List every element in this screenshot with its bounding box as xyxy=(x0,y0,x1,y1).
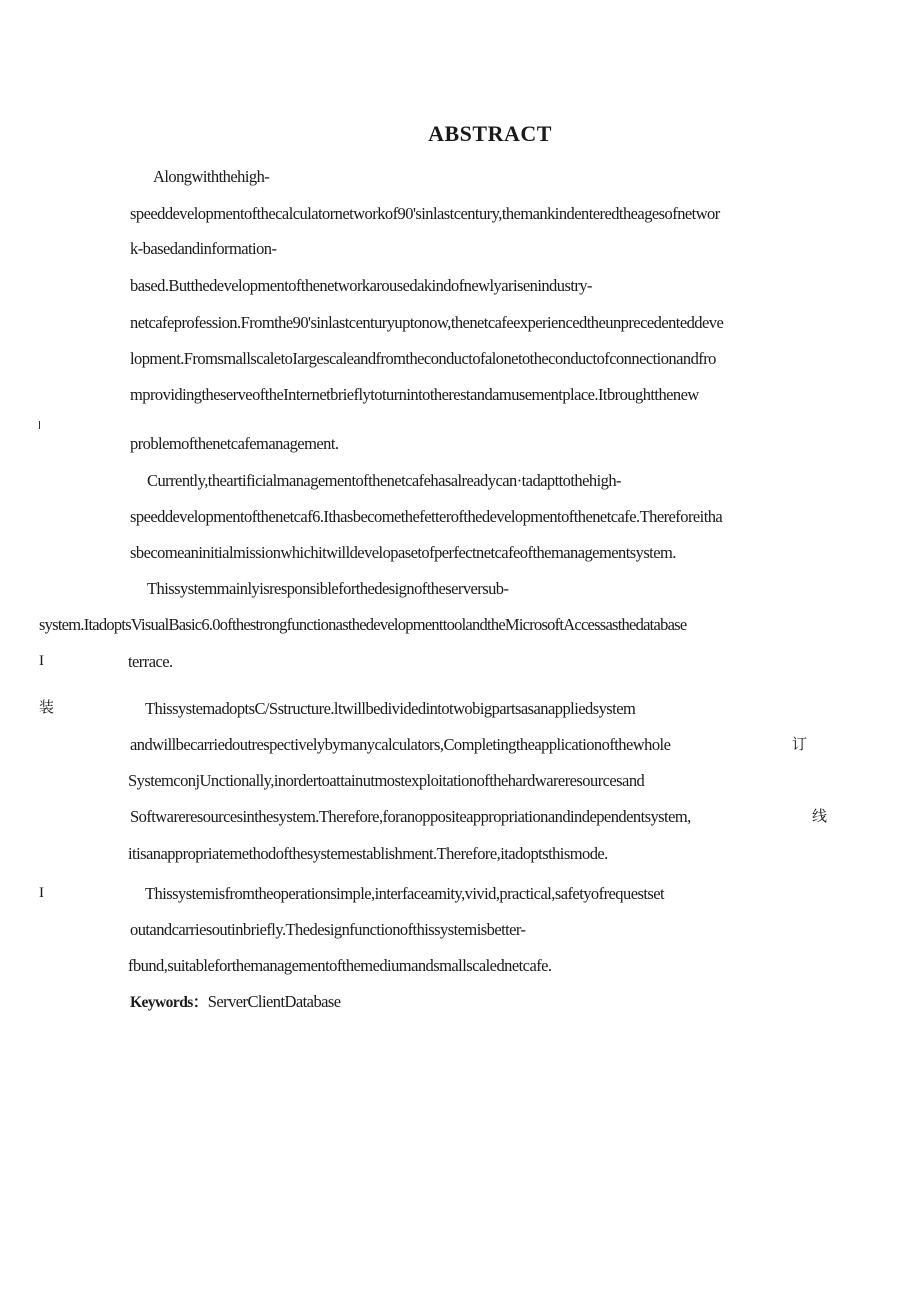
body-line: ThissystemadoptsC/Sstructure.ltwillbedividedintotwobigpartsasanappliedsystem xyxy=(145,699,636,718)
margin-mark-left: I xyxy=(39,885,44,901)
body-line: andwillbecarriedoutrespectivelybymanycalculators,Completingtheapplicationofthewhole xyxy=(130,735,671,754)
body-line: system.ItadoptsVisualBasic6.0ofthestrongfunctionasthedevelopmenttoolandtheMicrosoftAccessasthedatabase xyxy=(39,615,687,634)
margin-mark-left: I xyxy=(39,653,44,669)
body-line: terrace. xyxy=(128,652,173,671)
body-line: SystemconjUnctionally,inordertoattainutmostexploitationofthehardwareresourcesand xyxy=(128,771,645,790)
body-line: based.Butthedevelopmentofthenetworkarousedakindofnewlyarisenindustry- xyxy=(130,276,592,295)
body-line: speeddevelopmentofthecalculatornetworkof90'sinlastcentury,themankindenteredtheagesofnetwor xyxy=(130,204,720,223)
body-line: Softwareresourcesinthesystem.Therefore,foranoppositeappropriationandindependentsystem, xyxy=(130,807,691,826)
keywords-line xyxy=(130,991,341,1014)
margin-mark-binding: 装 xyxy=(39,700,55,716)
body-line: Alongwiththehigh- xyxy=(153,167,270,186)
body-line: Thissystemmainlyisresponsibleforthedesignoftheserversub- xyxy=(147,579,509,598)
body-line: itisanappropriatemethodofthesystemestablishment.Therefore,itadoptsthismode. xyxy=(128,844,608,863)
keywords-label: Keywords： xyxy=(130,994,208,1011)
body-line: sbecomeaninitialmissionwhichitwilldevelopasetofperfectnetcafeofthemanagementsystem. xyxy=(130,543,676,562)
body-line: lopment.FromsmallscaletoIargescaleandfromtheconductofalonetotheconductofconnectionandfro xyxy=(130,349,716,368)
abstract-title: ABSTRACT xyxy=(428,121,552,146)
body-line: outandcarriesoutinbriefly.Thedesignfunctionofthissystemisbetter- xyxy=(130,920,526,939)
body-line: fbund,suitableforthemanagementofthemediumandsmallscalednetcafe. xyxy=(128,956,552,975)
body-line: k-basedandinformation- xyxy=(130,239,277,258)
keywords-value: ServerClientDatabase xyxy=(207,992,341,1011)
binding-tick-mark xyxy=(39,421,40,429)
margin-mark-line: 线 xyxy=(812,809,828,825)
body-line: netcafeprofession.Fromthe90'sinlastcenturyuptonow,thenetcafeexperiencedtheunprecedenteddeve xyxy=(130,313,724,332)
body-line: speeddevelopmentofthenetcaf6.Ithasbecomethefetterofthedevelopmentofthenetcafe.Thereforeitha xyxy=(130,507,723,526)
body-line: problemofthenetcafemanagement. xyxy=(130,434,339,453)
margin-mark-staple: 订 xyxy=(792,737,808,753)
body-line: Currently,theartificialmanagementofthenetcafehasalreadycan·tadapttothehigh- xyxy=(147,471,621,490)
body-line: Thissystemisfromtheoperationsimple,interfaceamity,vivid,practical,safetyofrequestset xyxy=(145,884,665,903)
body-line: mprovidingtheserveoftheInternetbrieflytoturnintotherestandamusementplace.Itbroughtthenew xyxy=(130,385,699,404)
